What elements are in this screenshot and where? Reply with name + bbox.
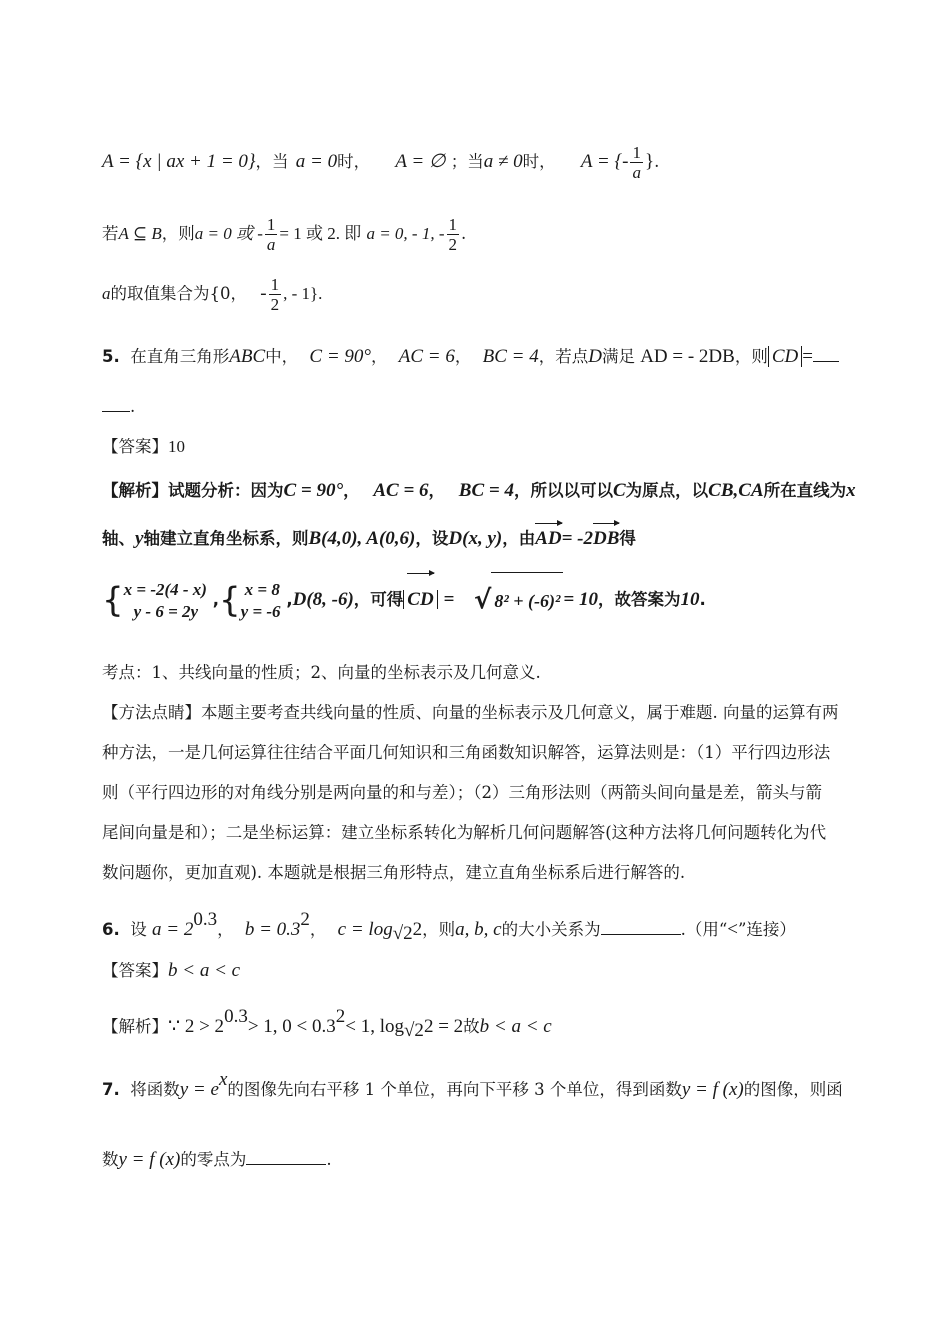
q5-answer: 【答案】10: [102, 437, 185, 456]
q5-analysis-line-2: 轴、y轴建立直角坐标系，则B(4,0), A(0,6)，设D(x, y)，由AD= -2DB得: [102, 522, 880, 556]
sol4-line-3: a的取值集合为{0， - $\frac{1}{2}$ , - 1}.: [102, 275, 323, 314]
q5-analysis-line-1: 【解析】试题分析：因为C = 90°， AC = 6， BC = 4，所以以可以C为原点，以CB,CA所在直线为x: [102, 480, 856, 501]
equation-system: x = 8 y = -6: [240, 579, 281, 621]
sol4-line-1: A = {x | ax + 1 = 0}，当 a = 0时， A = ∅ ；当a ≠ 0时， A = {- $\frac{1}{a}$ }.: [102, 143, 660, 182]
answer-blank: [601, 934, 681, 935]
q7-question-line-2: 数y = f (x)的零点为 .: [102, 1149, 332, 1170]
answer-blank: [813, 361, 839, 362]
fraction: $\frac{1}{2}$: [448, 215, 457, 254]
answer-blank: [102, 411, 130, 412]
q6-analysis: 【解析】∵ $2 > 2^{0.3}> 1$, $0 < 0.3^2< 1$, $\log_{√2}2 = 2$故b < a < c: [102, 1006, 552, 1041]
sol4-line-2: 若A ⊆ B，则a = 0 或 - $\frac{1}{a}$ = 1 或 2. 即 a = 0, - 1, - $\frac{1}{2}$ .: [102, 215, 467, 254]
q6-answer: 【答案】b < a < c: [102, 960, 241, 981]
fraction: $\frac{1}{a}$: [266, 215, 276, 254]
q5-question-line-2: .: [102, 392, 880, 422]
left-brace: {: [102, 580, 124, 621]
q7-question-line-1: 7. 将函数$y = e^x$的图像先向右平移 1 个单位，再向下平移 3 个单位，得到函数y = f (x)的图像，则函: [102, 1069, 843, 1100]
square-root: √ 8² + (-6)²: [474, 572, 563, 629]
q5-method-line-2: 种方法，一是几何运算往往结合平面几何知识和三角函数知识解答，运算法则是：（1）平行四边形法: [102, 743, 831, 762]
left-brace: {: [219, 580, 241, 621]
q5-method-line-1: 【方法点睛】本题主要考查共线向量的性质、向量的坐标表示及几何意义，属于难题. 向量的运算有两: [102, 703, 839, 722]
q5-question-line-1: 5. 在直角三角形ABC中， C = 90°， AC = 6， BC = 4，若点D满足 AD = - 2DB，则 CD =: [102, 340, 880, 374]
q6-question: 6. 设 $a = 2^{0.3}$， $b = 0.3^2$， $c = \log_{√2}2$，则a, b, c的大小关系为 .（用“<”连接）: [102, 909, 796, 944]
equation-system: x = -2(4 - x) y - 6 = 2y: [123, 579, 207, 621]
fraction: $\frac{1}{a}$: [632, 143, 641, 182]
answer-blank: [246, 1164, 326, 1165]
q5-method-line-5: 数问题你，更加直观). 本题就是根据三角形特点，建立直角坐标系后进行解答的.: [102, 863, 686, 882]
fraction: $\frac{1}{2}$: [270, 275, 280, 314]
q5-method-line-4: 尾间向量是和）；二是坐标运算：建立坐标系转化为解析几何问题解答(这种方法将几何问题转化为代: [102, 823, 827, 842]
q5-knowledge-points: 考点：1、共线向量的性质；2、向量的坐标表示及几何意义.: [102, 663, 541, 682]
q5-analysis-line-3: { x = -2(4 - x) y - 6 = 2y ,{ x = 8 y = -6 ,D(8, -6)，可得 CD = √ 8² + (-6)² = 10，故答案为10.: [102, 572, 880, 628]
q5-method-line-3: 则（平行四边形的对角线分别是两向量的和与差）；（2）三角形法则（两箭头间向量是差，箭头与箭: [102, 783, 822, 802]
